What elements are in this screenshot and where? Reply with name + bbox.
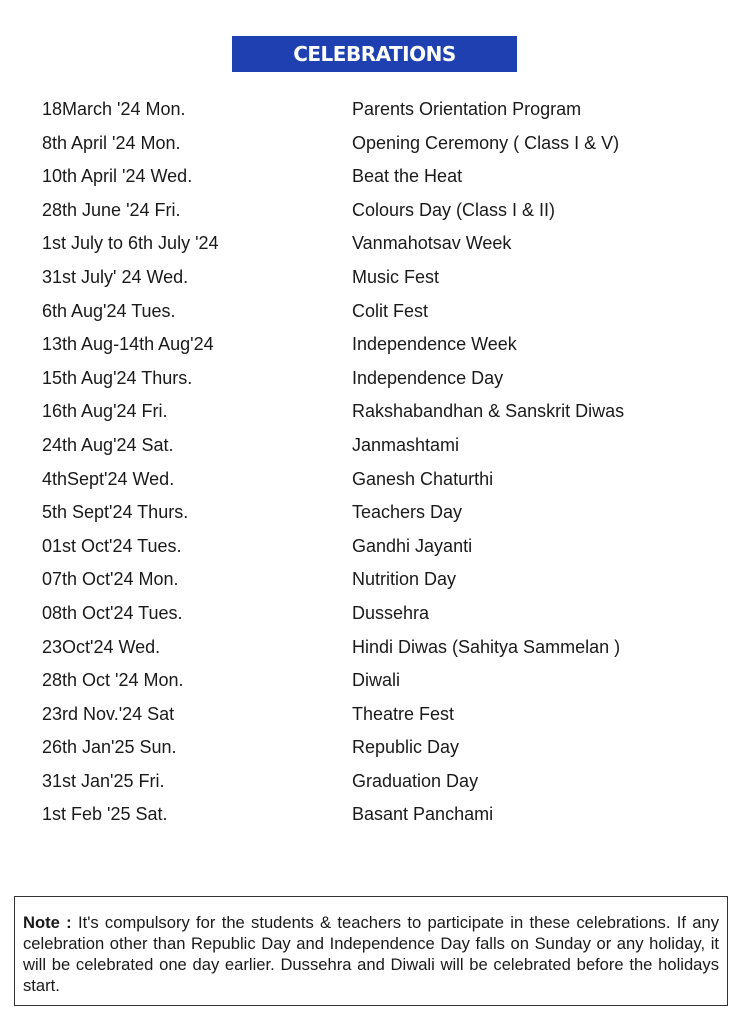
- event-date: 23Oct'24 Wed.: [42, 636, 161, 657]
- event-date: 5th Sept'24 Thurs.: [42, 502, 189, 523]
- event-name: Gandhi Jayanti: [352, 535, 473, 556]
- note-label: Note :: [23, 913, 72, 932]
- event-date: 13th Aug-14th Aug'24: [42, 334, 214, 355]
- event-name: Ganesh Chaturthi: [352, 468, 494, 489]
- event-date: 10th April '24 Wed.: [42, 166, 193, 187]
- event-name: Music Fest: [352, 266, 440, 287]
- event-row: [0, 194, 751, 228]
- event-date: 16th Aug'24 Fri.: [42, 401, 168, 422]
- event-row: [0, 362, 751, 396]
- event-date: 23rd Nov.'24 Sat: [42, 703, 175, 724]
- page-title: CELEBRATIONS: [293, 42, 456, 66]
- event-name: Dussehra: [352, 602, 430, 623]
- note-text: It's compulsory for the students & teachers to participate in these celebrations. If any celebration other than Republic Day and Independence Day falls on Sunday or any holiday, it will be celebrated one day earlier. Dussehra and Diwali will be celebrated before the holidays start.: [23, 913, 719, 995]
- event-date: 07th Oct'24 Mon.: [42, 569, 179, 590]
- event-date: 01st Oct'24 Tues.: [42, 535, 182, 556]
- event-date: 1st July to 6th July '24: [42, 233, 219, 254]
- event-row: [0, 227, 751, 261]
- event-name: Rakshabandhan & Sanskrit Diwas: [352, 401, 625, 422]
- event-name: Beat the Heat: [352, 166, 463, 187]
- event-row: [0, 127, 751, 161]
- event-date: 28th Oct '24 Mon.: [42, 670, 184, 691]
- event-row: [0, 496, 751, 530]
- event-date: 4thSept'24 Wed.: [42, 468, 175, 489]
- event-row: [0, 429, 751, 463]
- event-name: Theatre Fest: [352, 703, 455, 724]
- event-row: [0, 530, 751, 564]
- event-row: [0, 631, 751, 665]
- event-name: Independence Day: [352, 367, 504, 388]
- event-row: [0, 395, 751, 429]
- event-name: Basant Panchami: [352, 804, 494, 825]
- event-name: Parents Orientation Program: [352, 99, 582, 119]
- event-row: [0, 160, 751, 194]
- event-date: 08th Oct'24 Tues.: [42, 602, 183, 623]
- event-row: [0, 765, 751, 799]
- event-row: [0, 328, 751, 362]
- event-date: 24th Aug'24 Sat.: [42, 434, 174, 455]
- event-name: Graduation Day: [352, 770, 479, 791]
- event-row: [0, 93, 751, 127]
- event-name: Opening Ceremony ( Class I & V): [352, 132, 620, 153]
- event-row: [0, 563, 751, 597]
- event-name: Diwali: [352, 670, 401, 691]
- celebrations-schedule: [0, 93, 751, 832]
- event-name: Nutrition Day: [352, 569, 457, 590]
- event-row: [0, 698, 751, 732]
- event-row: [0, 597, 751, 631]
- event-date: 6th Aug'24 Tues.: [42, 300, 176, 321]
- event-date: 28th June '24 Fri.: [42, 199, 181, 220]
- note-box: [14, 896, 728, 1006]
- event-date: 1st Feb '25 Sat.: [42, 804, 168, 825]
- event-row: [0, 664, 751, 698]
- event-name: Colit Fest: [352, 300, 429, 321]
- event-row: [0, 731, 751, 765]
- event-row: [0, 261, 751, 295]
- event-date: 31st July' 24 Wed.: [42, 266, 189, 287]
- event-name: Janmashtami: [352, 434, 460, 455]
- event-row: [0, 463, 751, 497]
- event-date: 26th Jan'25 Sun.: [42, 737, 177, 758]
- event-date: 31st Jan'25 Fri.: [42, 770, 165, 791]
- event-row: [0, 295, 751, 329]
- event-date: 18March '24 Mon.: [42, 99, 186, 119]
- event-name: Teachers Day: [352, 502, 463, 523]
- event-date: 8th April '24 Mon.: [42, 132, 181, 153]
- event-row: [0, 798, 751, 832]
- event-name: Republic Day: [352, 737, 460, 758]
- event-name: Colours Day (Class I & II): [352, 199, 556, 220]
- event-name: Hindi Diwas (Sahitya Sammelan ): [352, 636, 621, 657]
- celebrations-banner: [232, 36, 517, 72]
- event-date: 15th Aug'24 Thurs.: [42, 367, 193, 388]
- event-name: Independence Week: [352, 334, 517, 355]
- event-name: Vanmahotsav Week: [352, 233, 512, 254]
